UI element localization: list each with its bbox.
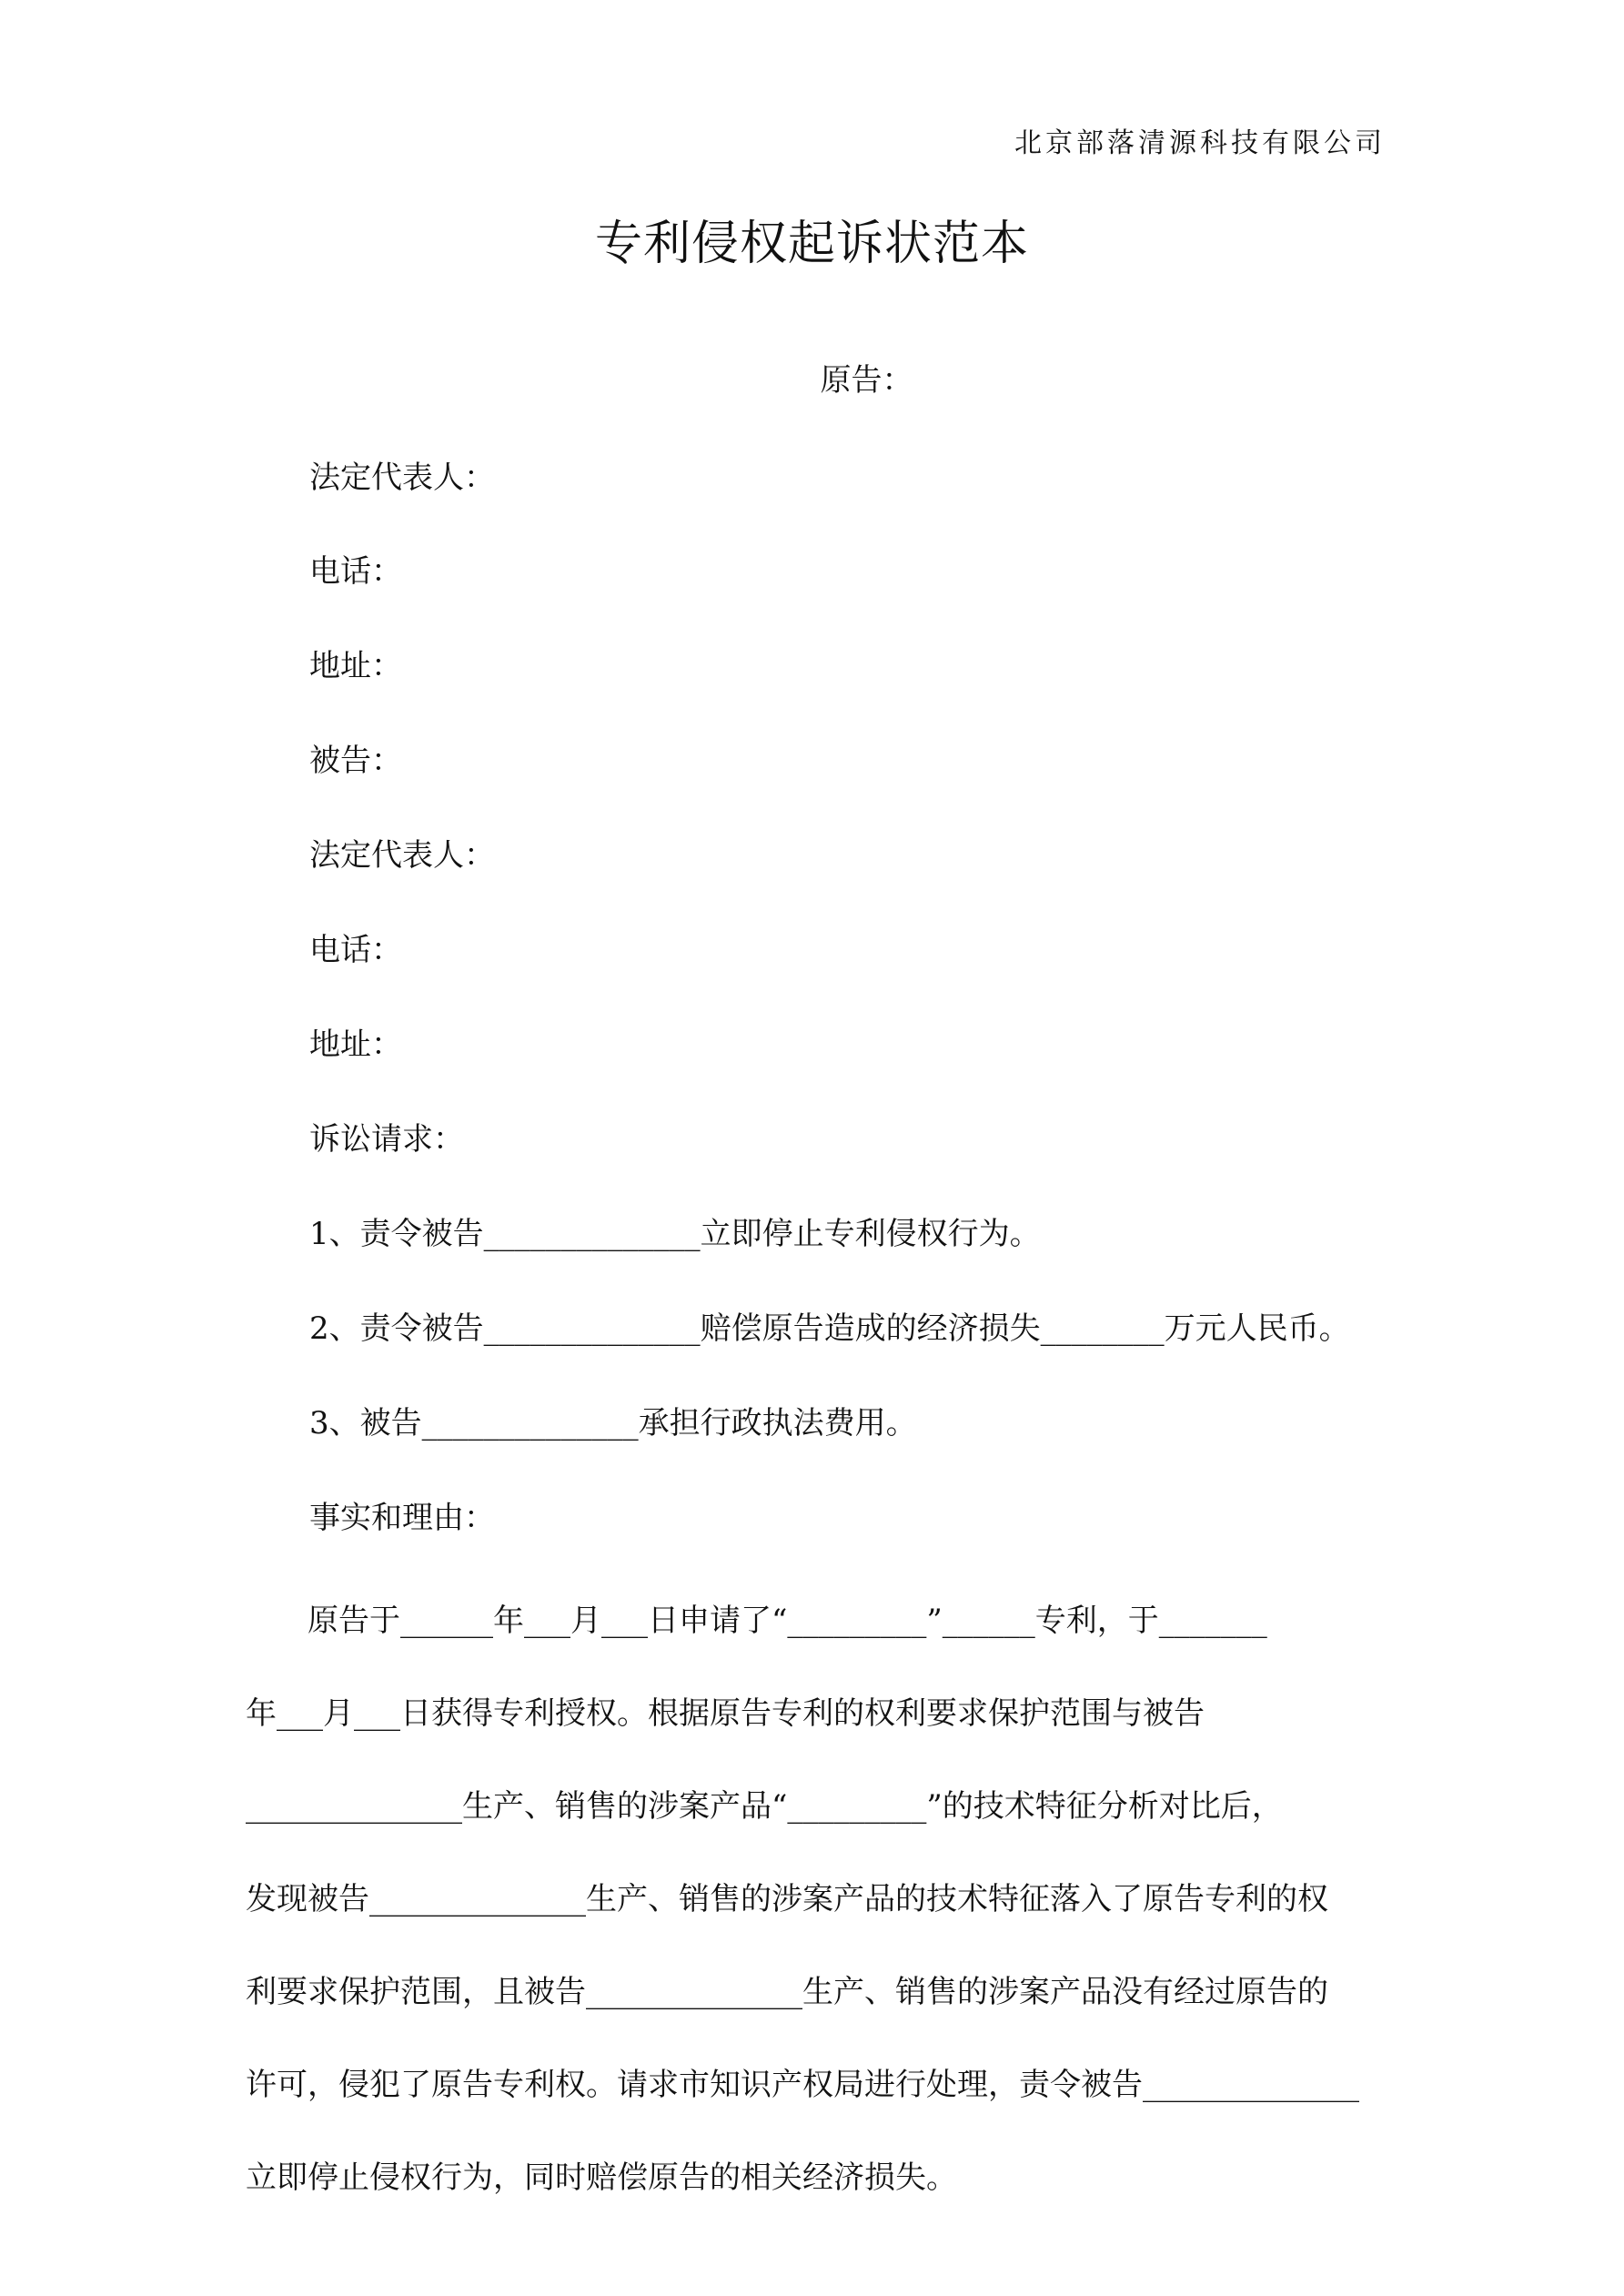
facts-line: ______________生产、销售的涉案产品“_________”的技术特征分析对比后， (246, 1788, 1283, 1825)
claims-label: 诉讼请求： (309, 1121, 464, 1158)
facts-line: 年___月___日获得专利授权。根据原告专利的权利要求保护范围与被告 (246, 1695, 1205, 1732)
defendant-representative: 法定代表人： (309, 837, 495, 874)
plaintiff-label: 原告： (820, 362, 913, 399)
defendant-address: 地址： (309, 1027, 402, 1063)
claim-1: 1、责令被告______________立即停止专利侵权行为。 (309, 1216, 1041, 1252)
defendant-phone: 电话： (309, 932, 402, 968)
facts-line: 许可，侵犯了原告专利权。请求市知识产权局进行处理，责令被告______________ (246, 2067, 1359, 2103)
claim-2: 2、责令被告______________赔偿原告造成的经济损失________万元人民币。 (309, 1310, 1350, 1347)
facts-line: 利要求保护范围，且被告______________生产、销售的涉案产品没有经过原告的 (246, 1974, 1328, 2010)
plaintiff-address: 地址： (309, 648, 402, 684)
facts-line: 立即停止侵权行为，同时赔偿原告的相关经济损失。 (246, 2159, 957, 2196)
company-name: 北京部落清源科技有限公司 (1014, 127, 1386, 159)
facts-paragraph (246, 1574, 1378, 2224)
defendant-label: 被告： (309, 743, 402, 779)
claim-3: 3、被告______________承担行政执法费用。 (309, 1405, 917, 1441)
facts-label: 事实和理由： (309, 1500, 495, 1536)
plaintiff-representative: 法定代表人： (309, 460, 495, 496)
document-title: 专利侵权起诉状范本 (594, 217, 1029, 271)
facts-line: 原告于______年___月___日申请了“_________”______专利，于_______ (246, 1603, 1267, 1639)
plaintiff-phone: 电话： (309, 553, 402, 590)
facts-line: 发现被告______________生产、销售的涉案产品的技术特征落入了原告专利的权 (246, 1881, 1328, 1917)
